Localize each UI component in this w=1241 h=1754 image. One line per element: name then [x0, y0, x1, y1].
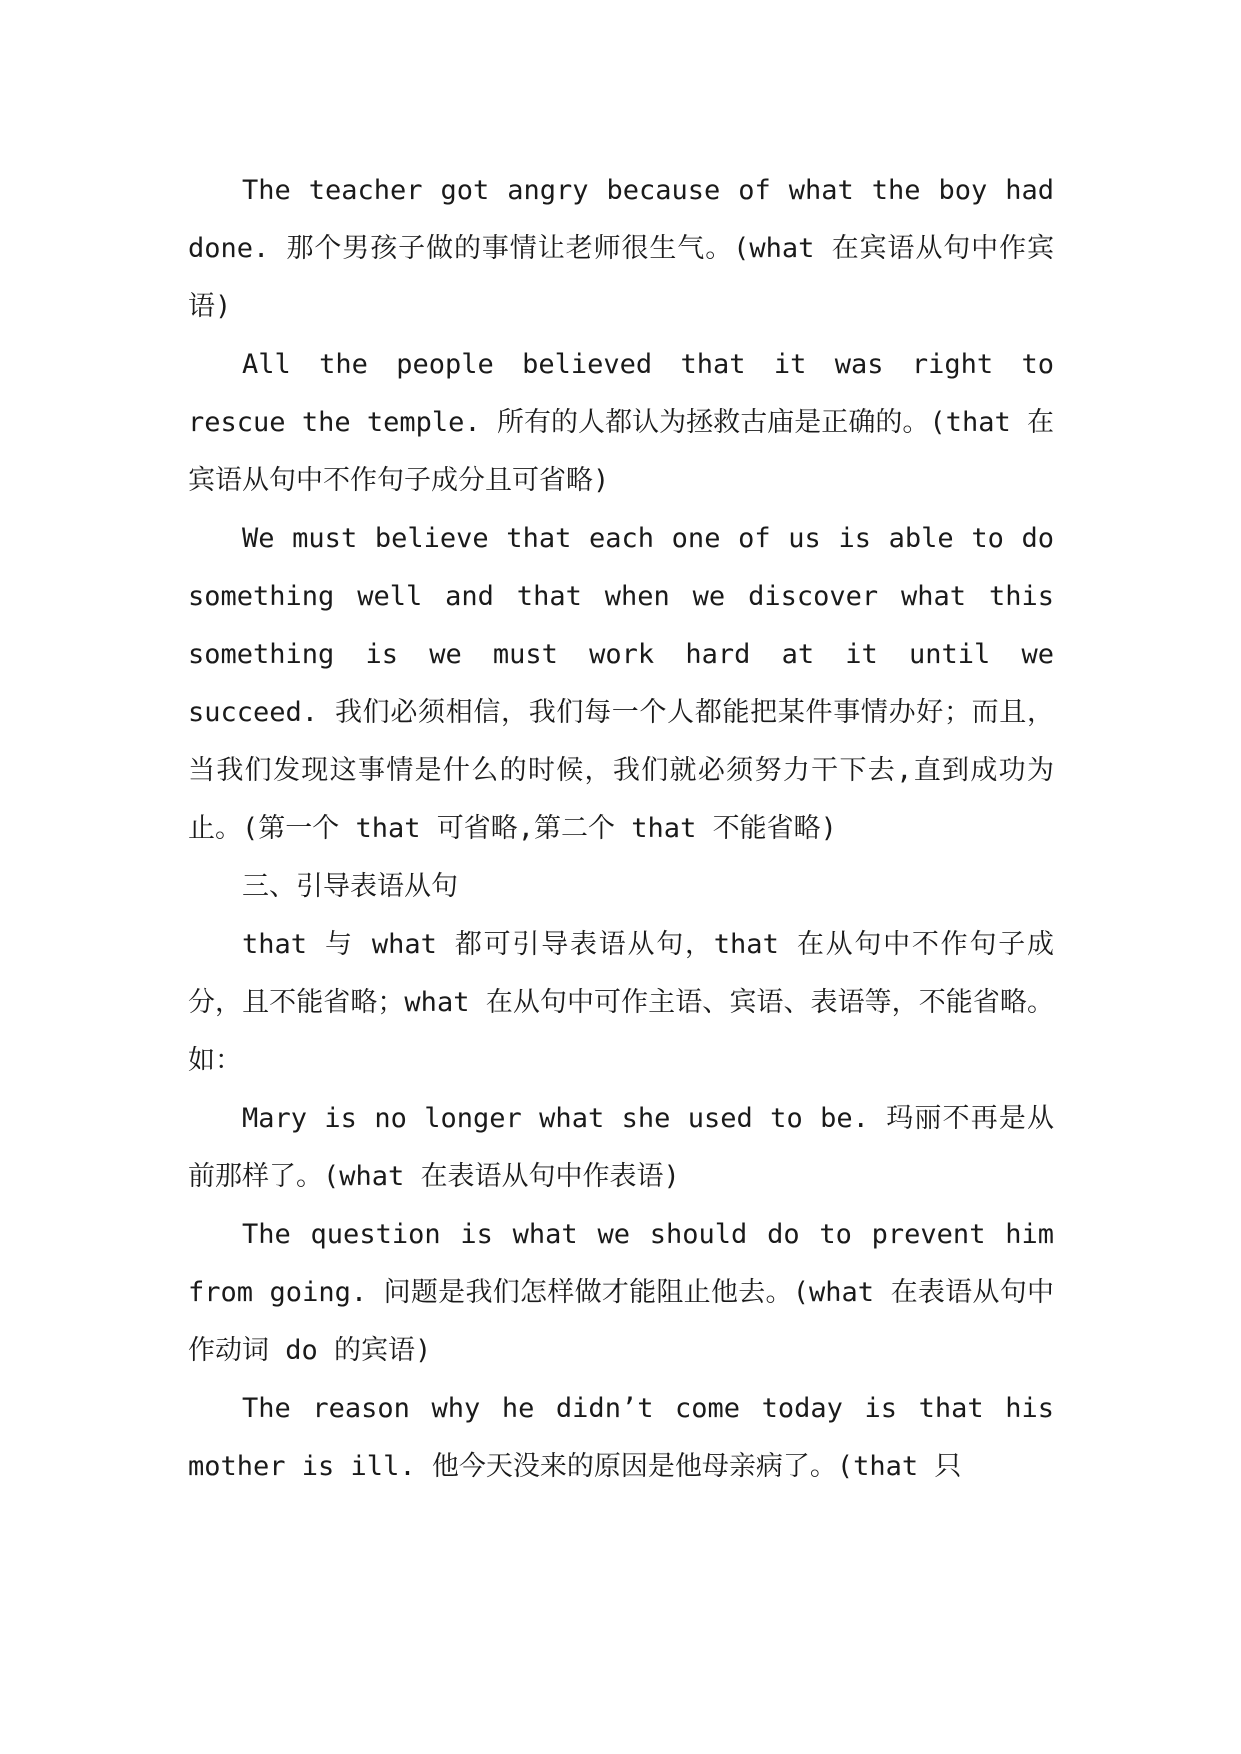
paragraph-that-object-example: All the people believed that it was right to rescue the temple. 所有的人都认为拯救古庙是正确的。(that 在宾语从句中不作句子成分且可省略) — [188, 349, 1054, 496]
paragraph-reason-example: The reason why he didn’t come today is that his mother is ill. 他今天没来的原因是他母亲病了。(that 只 — [188, 1393, 1054, 1482]
section-heading-predicative-clause: 三、引导表语从句 — [242, 871, 458, 902]
paragraph-predicative-rule: that 与 what 都可引导表语从句，that 在从句中不作句子成分，且不能省略；what 在从句中可作主语、宾语、表语等，不能省略。如： — [188, 929, 1054, 1076]
paragraph-question-example: The question is what we should do to prevent him from going. 问题是我们怎样做才能阻止他去。(what 在表语从句中作动词 do 的宾语) — [188, 1219, 1054, 1366]
paragraph-two-that-example: We must believe that each one of us is able to do something well and that when we discover what this something is we must work hard at it until we succeed. 我们必须相信，我们每一个人都能把某件事情办好；而且，当我们发现这事情是什么的时候，我们就必须努力干下去,直到成功为止。(第一个 that 可省略,第二个 that 不能省略) — [188, 523, 1054, 844]
paragraph-mary-example: Mary is no longer what she used to be. 玛丽不再是从前那样了。(what 在表语从句中作表语) — [188, 1103, 1054, 1192]
paragraph-what-object-example: The teacher got angry because of what the boy had done. 那个男孩子做的事情让老师很生气。(what 在宾语从句中作宾语) — [188, 175, 1054, 322]
document-page — [188, 162, 1054, 1496]
